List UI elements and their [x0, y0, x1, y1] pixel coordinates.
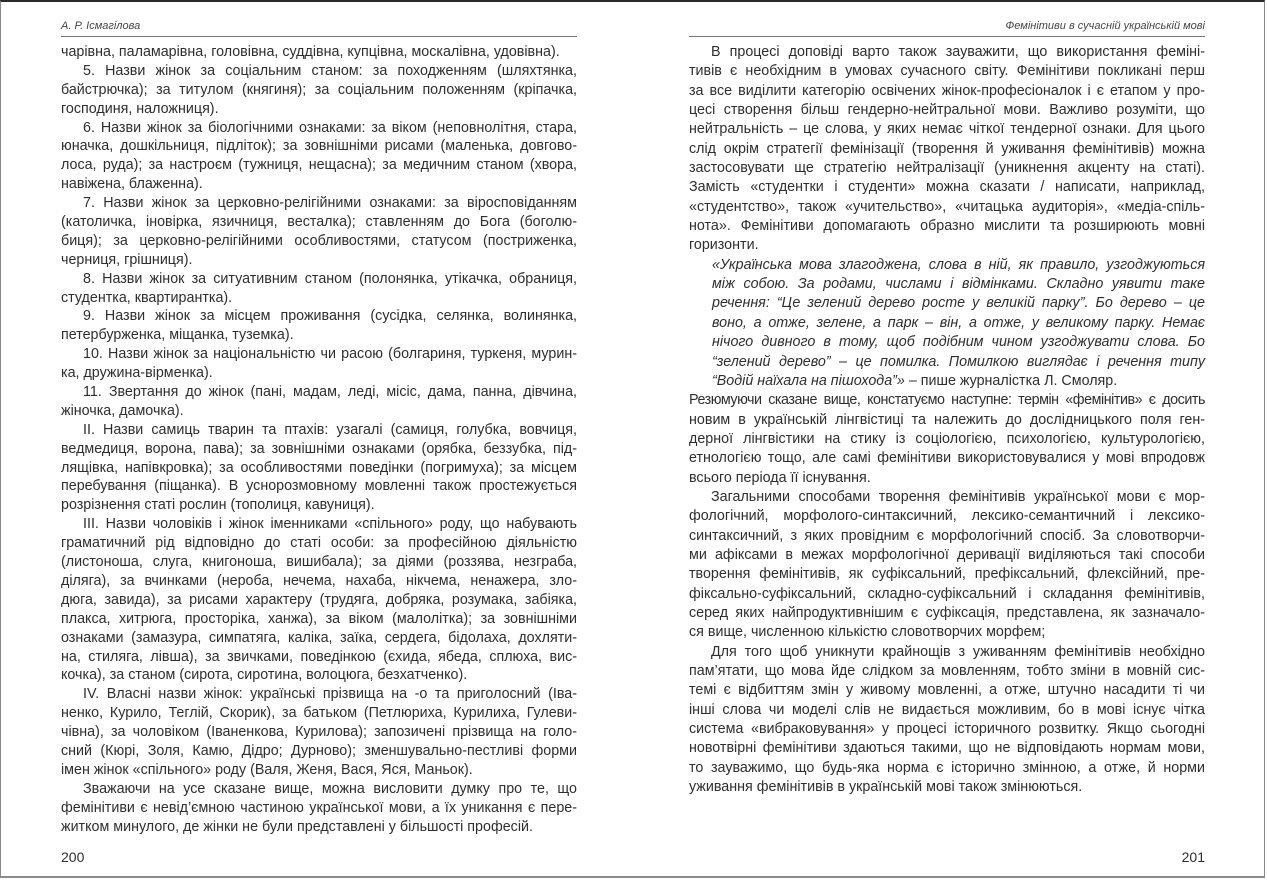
page-number: 200: [61, 849, 85, 865]
text-line: Для того щоб уникнути крайнощів з уживанням фемінітивів необхідно: [711, 643, 1205, 660]
page-number: 201: [1181, 849, 1205, 865]
text-line: слід окрім стратегії фемінізації (творення й уживання фемінітивів) можна: [689, 140, 1205, 157]
text-line: IV. Власні назви жінок: українські прізвища на -о та приголосний (Іва-: [83, 686, 577, 703]
paragraph: [61, 780, 577, 837]
text-line: система «вибраковування» у процесі історичного розвитку. Якщо сьогодні: [689, 721, 1205, 738]
quote-attribution: – пише журналістка Л. Смоляр.: [904, 372, 1118, 389]
text-line: інші слова чи моделі слів не видається можливим, бо в мові існує чітка: [689, 701, 1205, 718]
text-line: юначка, дошкільниця, підліток); за зовнішніми рисами (маленька, довгово-: [61, 138, 577, 155]
text-line: фологічний, морфолого-синтаксичний, лексико-семантичний і лексико-: [689, 508, 1205, 525]
text-line: Загальними способами творення фемінітивів української мови є мор-: [711, 488, 1205, 505]
text-line: чівна), за чоловіком (Іваненкова, Курилова); запозичені прізвища на голо-: [61, 724, 577, 741]
running-head-author: А. Р. Ісмагілова: [61, 20, 577, 37]
text-line: пам’ятати, що мова йде слідком за мовленням, тобто зміни в мовній сис-: [689, 663, 1205, 679]
text-line: між собою. За родами, числами і відмінками. Складно уявити таке: [712, 276, 1205, 293]
text-line: биця); за церковно-релігійними особливостями, статусом (постриженка,: [61, 232, 577, 249]
text-line: лящівка, напівкровка); за особливостями поведінки (погримуха); за місцем: [61, 459, 577, 476]
text-line: тивів є необхідним в умовах сучасного світу. Фемінітиви покликані перш: [689, 63, 1205, 80]
text-line: перебування (піщанка). В уснорозмовному мовленні також простежується: [61, 478, 577, 495]
text-line: дюга, завида), за рисами характеру (трудяга, добряка, розумака, забіяка,: [61, 591, 577, 608]
text-line: Зважаючи на усе сказане вище, можна висловити думку про те, що: [83, 780, 577, 797]
text-line: фемінітиви є невід’ємною частиною української мови, а їх уникання є пере-: [61, 799, 577, 816]
text-line: В процесі доповіді варто також зауважити, що використання феміні-: [711, 44, 1205, 60]
text-line: кочка), за станом (сирота, сиротина, волоцюга, безхатченко).: [61, 667, 468, 684]
text-line: фіксально-суфіксальний, складно-суфіксальний і складання фемінітивів,: [689, 585, 1205, 602]
paragraph: [61, 270, 577, 308]
text-line: Замість «студентки і студенти» можна сказати / написати, наприклад,: [689, 179, 1205, 196]
text-line: 7. Назви жінок за церковно-релігійними ознаками: за віросповіданням: [83, 195, 577, 212]
text-line: діляга), за вчинками (нероба, нечема, нахаба, нікчема, ненажера, зло-: [61, 572, 577, 589]
quote-last-line: [712, 372, 1205, 391]
paragraph: [689, 643, 1205, 798]
text-line: темі є відбиттям змін у живому мовленні, а отже, штучно насадити ті чи: [689, 682, 1205, 699]
paragraph: [61, 345, 577, 383]
paragraph: [689, 391, 1205, 488]
text-line: (листоноша, слуга, книгоноша, вишибала); за діями (роззява, незграба,: [61, 554, 577, 571]
paragraph: [61, 62, 577, 119]
text-line: 8. Назви жінок за ситуативним станом (полонянка, утікачка, обраниця,: [83, 270, 577, 287]
text-line: «Українська мова злагоджена, слова в ній, як правило, узгоджуються: [712, 256, 1205, 273]
text-line: серед яких найпродуктивнішим є суфіксація, представлена, як зазначало-: [689, 604, 1205, 621]
text-line: житком минулого, де жінки не були представлені у більшості професій.: [61, 818, 533, 835]
text-line: 10. Назви жінок за національністю чи расою (болгариня, туркеня, мурин-: [83, 346, 577, 363]
text-line: речення: “Це зелений дерево росте у великій парку”. Бо дерево – це: [712, 295, 1205, 312]
text-line: всього періода її існування.: [689, 469, 871, 486]
text-line: II. Назви самиць тварин та птахів: узагалі (самиця, голубка, вовчиця,: [83, 421, 577, 438]
paragraph: [61, 383, 577, 421]
text-line: ознаками (замазура, симпатяга, каліка, заїка, сердега, бідолаха, дохляти-: [61, 629, 577, 646]
text-line: застосовувати ще стратегію нейтралізації (уникнення акценту на статі).: [689, 160, 1205, 177]
text-line: лоса, руда); за настроєм (тужниця, нещасна); за медичним станом (хвора,: [61, 157, 577, 174]
text-line: навіжена, блаженна).: [61, 176, 203, 193]
text-line: імен жінок «спільного» роду (Валя, Женя, Вася, Яся, Маньок).: [61, 761, 473, 778]
text-line: (католичка, іновірка, язичниця, весталка); ставленням до Бога (боголю-: [61, 214, 577, 231]
paragraph: [61, 307, 577, 345]
text-line: на, стиляга, лівша), за звичками, поведінкою (єхида, ябеда, сплюха, вис-: [61, 648, 577, 665]
text-line: нейтральність – це слова, у яких немає чіткої тендерної ознаки. Для цього: [689, 121, 1205, 138]
text-line: новотвірні фемінітиви здаються такими, що не відповідають нормам мови,: [689, 740, 1205, 757]
text-line: ми афіксами в межах морфологічної деривації виділяються такі способи: [689, 546, 1205, 563]
text-line: плакса, хитрюга, просторіка, ханжа), за віком (малолітка); за зовнішніми: [61, 610, 577, 627]
text-line: ся вище, численною кількістю словотворчих морфем;: [689, 624, 1046, 641]
text-line: ненко, Курило, Теглій, Скорик), за батьком (Петлюриха, Курилиха, Гулеви-: [61, 705, 577, 722]
text-line: етнологією тощо, але самі фемінітиви використовувалися у мові впродовж: [689, 450, 1205, 467]
paragraph: [61, 43, 577, 62]
text-line: синтаксичний, з яких провідним є морфологічний спосіб. За словотворчи-: [689, 527, 1205, 544]
text-line: студентка, квартирантка).: [61, 289, 233, 306]
page-body: [689, 43, 1205, 797]
text-line: нічого дивного в тому, щоб подібним чином узгоджувати слова. Бо: [712, 334, 1205, 351]
paragraph: [61, 421, 577, 515]
text-line: творення фемінітивів, як суфіксальний, префіксальний, флексійний, пре-: [689, 566, 1205, 583]
text-line: петербурженка, міщанка, туземка).: [61, 327, 294, 344]
running-head-title: Фемінітиви в сучасній українській мові: [689, 20, 1205, 37]
text-line: то зауважимо, що будь-яка норма є історично змінною, а отже, й норми: [689, 759, 1205, 776]
text-line: ведмедиця, ворона, пава); за зовнішніми ознаками (орябка, беззубка, під-: [61, 440, 577, 457]
text-line: цесі створення більш гендерно-нейтральної мови. Важливо розуміти, що: [689, 102, 1205, 119]
text-line: сний (Кюрі, Золя, Камю, Дідро; Дурново); зменшувально-пестливі форми: [61, 742, 577, 759]
text-line: жіночка, дамочка).: [61, 402, 184, 419]
text-line: «студентство», також «учительство», «читацька аудиторія», «медіа-спіль-: [689, 198, 1205, 215]
text-line: дерної лінгвістики на стику із соціологією, психологією, культурологією,: [689, 430, 1205, 447]
text-line: за все виділити категорію освічених жінок-професіоналок і є етапом у про-: [689, 82, 1205, 99]
text-line: чарівна, паламарівна, головівна, суддівна, купцівна, москалівна, удовівна).: [61, 44, 560, 60]
text-line: ка, дружина-вірменка).: [61, 365, 213, 382]
text-line: байстрючка); за титулом (княгиня); за соціальним положенням (кріпачка,: [61, 81, 577, 98]
text-line: черниця, грішниця).: [61, 251, 193, 268]
paragraph: [61, 685, 577, 779]
text-line: уживання фемінітивів в українській мові також змінюються.: [689, 779, 1083, 796]
block-quote: [689, 256, 1205, 391]
text-line: “зелений дерево” – це помилка. Помилкою виглядає і речення типу: [712, 353, 1205, 370]
text-line: воно, а отже, зелене, а парк – він, а отже, у великому парку. Немає: [712, 314, 1205, 331]
text-line: нота». Фемінітиви допомагають образно мислити та розширюють мовні: [689, 218, 1205, 235]
text-line: 6. Назви жінок за біологічними ознаками: за віком (неповнолітня, стара,: [83, 119, 577, 136]
quote-text: “Водій наїхала на пішохода”»: [712, 372, 905, 389]
text-line: 5. Назви жінок за соціальним станом: за походженням (шляхтянка,: [83, 62, 577, 79]
paragraph: [61, 515, 577, 685]
text-line: 11. Звертання до жінок (пані, мадам, леді, місіс, дама, панна, дівчина,: [83, 384, 577, 401]
text-line: 9. Назви жінок за місцем проживання (сусідка, селянка, волинянка,: [83, 308, 577, 325]
text-line: граматичний рід відповідно до статі особи: за професійною діяльністю: [61, 535, 577, 552]
page-body: [61, 43, 577, 836]
text-line: розрізнення статі рослин (тополиця, кавуниця).: [61, 497, 375, 514]
text-line: III. Назви чоловіків і жінок іменниками «спільного» роду, що набувають: [83, 516, 577, 533]
text-line: Резюмуючи сказане вище, констатуємо наступне: термін «фемінітив» є досить: [689, 392, 1205, 409]
paragraph: [61, 194, 577, 270]
text-line: господиня, наложниця).: [61, 100, 219, 117]
text-line: горизонти.: [689, 237, 759, 254]
text-line: новим в українській лінгвістиці та належить до дослідницького поля ген-: [689, 411, 1205, 428]
paragraph: [689, 488, 1205, 643]
paragraph: [689, 43, 1205, 256]
paragraph: [61, 119, 577, 195]
